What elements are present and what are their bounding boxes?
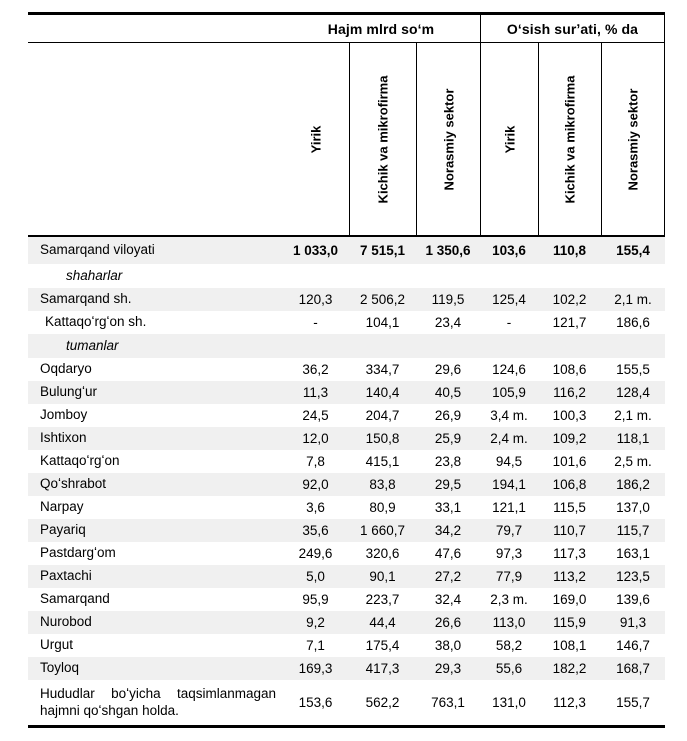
table-row	[28, 588, 665, 611]
value-cell: 108,1	[552, 638, 587, 653]
value-cell: 118,1	[616, 431, 650, 446]
value-cell: 58,2	[495, 638, 523, 653]
region-name: Qoʻshrabot	[40, 476, 107, 492]
value-cell: 186,6	[616, 315, 650, 330]
value-cell: 2,4 m.	[490, 431, 528, 446]
region-name: Urgut	[40, 637, 74, 653]
table-row	[28, 634, 665, 657]
value-cell: 1 660,7	[359, 523, 406, 538]
value-cell: 249,6	[298, 546, 333, 561]
value-cell: 415,1	[365, 454, 400, 469]
value-cell: 155,7	[616, 695, 650, 710]
column-header-label: Yirik	[501, 125, 517, 153]
column-header-kichik-growth	[538, 43, 601, 235]
value-cell: 115,9	[553, 615, 586, 630]
value-cell: 44,4	[369, 615, 396, 630]
table-row	[28, 404, 665, 427]
table-row	[28, 381, 665, 404]
value-cell: 35,6	[302, 523, 329, 538]
value-cell: 123,5	[616, 569, 650, 584]
region-name: Narpay	[40, 499, 84, 515]
value-cell: 26,9	[434, 408, 462, 423]
table-row	[28, 473, 665, 496]
table-row	[28, 288, 665, 311]
column-header-label: Norasmiy sektor	[625, 88, 641, 190]
table-row	[28, 542, 665, 565]
value-cell: 175,4	[365, 638, 400, 653]
column-header-label: Kichik va mikrofirma	[375, 75, 391, 203]
region-name: Payariq	[40, 522, 86, 538]
region-name: Ishtixon	[40, 430, 87, 446]
value-cell: 1 033,0	[292, 243, 339, 258]
value-cell: 3,4 m.	[490, 408, 528, 423]
value-cell: 121,1	[492, 500, 526, 515]
statistics-table	[28, 12, 665, 728]
value-cell: 97,3	[495, 546, 523, 561]
table-row	[28, 657, 665, 680]
value-cell: 334,7	[365, 362, 400, 377]
region-name: Paxtachi	[40, 568, 92, 584]
value-cell: 100,3	[552, 408, 587, 423]
value-cell: 128,4	[616, 385, 650, 400]
table-row	[28, 565, 665, 588]
value-cell: 5,0	[306, 569, 325, 584]
value-cell: 115,5	[553, 500, 586, 515]
value-cell: 119,5	[431, 292, 465, 307]
group-header-volume: Hajm mlrd soʻm	[327, 20, 435, 37]
region-name: Nurobod	[40, 614, 92, 630]
value-cell: 2,3 m.	[490, 592, 528, 607]
value-cell: 80,9	[369, 500, 396, 515]
value-cell: 168,7	[616, 661, 650, 676]
name-column-spacer	[28, 15, 282, 42]
value-cell: 153,6	[298, 695, 333, 710]
value-cell: 33,1	[434, 500, 462, 515]
region-name: Pastdargʻom	[40, 545, 116, 561]
region-name: Kattaqoʻrgʻon	[40, 453, 120, 469]
value-cell: 223,7	[365, 592, 400, 607]
table-row	[28, 496, 665, 519]
value-cell: 90,1	[369, 569, 396, 584]
value-cell: 182,2	[552, 661, 587, 676]
value-cell: 2,1 m.	[614, 292, 652, 307]
value-cell: 137,0	[616, 500, 650, 515]
table-row	[28, 311, 665, 334]
value-cell: 83,8	[369, 477, 396, 492]
value-cell: 2 506,2	[359, 292, 406, 307]
value-cell: 1 350,6	[425, 243, 471, 258]
value-cell: 26,6	[434, 615, 462, 630]
value-cell: 34,2	[434, 523, 462, 538]
value-cell: 102,2	[552, 292, 587, 307]
value-cell: 105,9	[492, 385, 526, 400]
column-header-yirik-growth	[480, 43, 538, 235]
value-cell: 131,0	[492, 695, 526, 710]
value-cell: 150,8	[365, 431, 400, 446]
value-cell: 24,5	[302, 408, 329, 423]
region-name: Samarqand viloyati	[40, 242, 155, 258]
region-name: Jomboy	[40, 407, 88, 423]
value-cell: 110,7	[553, 523, 586, 538]
value-cell: 112,3	[553, 695, 586, 710]
table-row	[28, 334, 665, 358]
value-cell: 124,6	[492, 362, 526, 377]
table-row	[28, 450, 665, 473]
value-cell: 3,6	[306, 500, 325, 515]
value-cell: 108,6	[552, 362, 587, 377]
value-cell: 121,7	[552, 315, 587, 330]
value-cell: 139,6	[616, 592, 650, 607]
table-body	[28, 237, 665, 728]
table-row	[28, 264, 665, 288]
value-cell: 113,2	[553, 569, 586, 584]
region-name: Samarqand	[40, 591, 110, 607]
region-name: Kattaqoʻrgʻon sh.	[45, 314, 147, 330]
column-header-yirik-volume	[282, 43, 349, 235]
region-name: Bulungʻur	[40, 384, 98, 400]
value-cell: 95,9	[302, 592, 329, 607]
value-cell: 106,8	[552, 477, 587, 492]
value-cell: 2,1 m.	[614, 408, 652, 423]
value-cell: 29,6	[434, 362, 462, 377]
value-cell: 562,2	[365, 695, 400, 710]
value-cell: 29,3	[434, 661, 462, 676]
region-name: shaharlar	[66, 267, 123, 283]
value-cell: 155,4	[616, 243, 650, 258]
value-cell: 417,3	[365, 661, 400, 676]
value-cell: 47,6	[434, 546, 462, 561]
value-cell: 169,3	[298, 661, 333, 676]
value-cell: 103,6	[492, 243, 526, 258]
table-row	[28, 519, 665, 542]
region-name: Oqdaryo	[40, 361, 92, 377]
value-cell: 104,1	[365, 315, 400, 330]
value-cell: 101,6	[552, 454, 587, 469]
value-cell: 186,2	[616, 477, 650, 492]
value-cell: 140,4	[365, 385, 400, 400]
value-cell: 320,6	[365, 546, 400, 561]
value-cell: 25,9	[434, 431, 462, 446]
region-name: tumanlar	[66, 337, 119, 353]
value-cell: 116,2	[553, 385, 586, 400]
group-header-row	[28, 12, 665, 43]
value-cell: 40,5	[434, 385, 462, 400]
value-cell: 169,0	[552, 592, 587, 607]
value-cell: 7,1	[306, 638, 325, 653]
value-cell: 55,6	[495, 661, 523, 676]
value-cell: 7,8	[306, 454, 325, 469]
table-row	[28, 358, 665, 381]
value-cell: 146,7	[616, 638, 650, 653]
value-cell: 94,5	[495, 454, 523, 469]
value-cell: 11,3	[302, 385, 329, 400]
region-name: Toyloq	[40, 660, 80, 676]
column-header-row	[28, 43, 665, 237]
value-cell: 763,1	[431, 695, 465, 710]
value-cell: -	[313, 315, 318, 330]
name-column-header	[28, 43, 282, 235]
value-cell: 120,3	[298, 292, 333, 307]
value-cell: 91,3	[619, 615, 647, 630]
column-header-label: Kichik va mikrofirma	[562, 75, 578, 203]
value-cell: 113,0	[492, 615, 526, 630]
value-cell: 36,2	[302, 362, 329, 377]
group-header-growth: Oʻsish surʼati, % da	[480, 15, 665, 42]
value-cell: 23,8	[434, 454, 462, 469]
value-cell: 9,2	[306, 615, 325, 630]
value-cell: 27,2	[434, 569, 462, 584]
value-cell: 38,0	[434, 638, 462, 653]
column-header-norasmiy-volume	[416, 43, 480, 235]
column-header-kichik-volume	[349, 43, 416, 235]
table-row	[28, 427, 665, 450]
value-cell: 92,0	[302, 477, 329, 492]
value-cell: 110,8	[552, 243, 587, 258]
table-row	[28, 237, 665, 264]
value-cell: 77,9	[495, 569, 523, 584]
value-cell: 163,1	[616, 546, 650, 561]
table-row	[28, 680, 665, 725]
column-header-label: Yirik	[307, 125, 323, 153]
column-header-label: Norasmiy sektor	[441, 88, 457, 190]
region-name: Hududlar boʻyicha taqsimlanmagan hajmni qoʻshgan holda.	[40, 685, 276, 718]
region-name: Samarqand sh.	[40, 291, 132, 307]
value-cell: 194,1	[492, 477, 526, 492]
value-cell: 125,4	[492, 292, 526, 307]
value-cell: 7 515,1	[359, 243, 406, 258]
value-cell: 2,5 m.	[614, 454, 652, 469]
column-header-norasmiy-growth	[601, 43, 665, 235]
value-cell: 155,5	[616, 362, 650, 377]
value-cell: 115,7	[616, 523, 650, 538]
value-cell: 109,2	[552, 431, 587, 446]
value-cell: 204,7	[365, 408, 400, 423]
table-row	[28, 611, 665, 634]
value-cell: 29,5	[434, 477, 462, 492]
value-cell: -	[506, 315, 512, 330]
value-cell: 23,4	[434, 315, 462, 330]
value-cell: 12,0	[302, 431, 329, 446]
value-cell: 79,7	[495, 523, 523, 538]
value-cell: 117,3	[553, 546, 586, 561]
value-cell: 32,4	[434, 592, 462, 607]
